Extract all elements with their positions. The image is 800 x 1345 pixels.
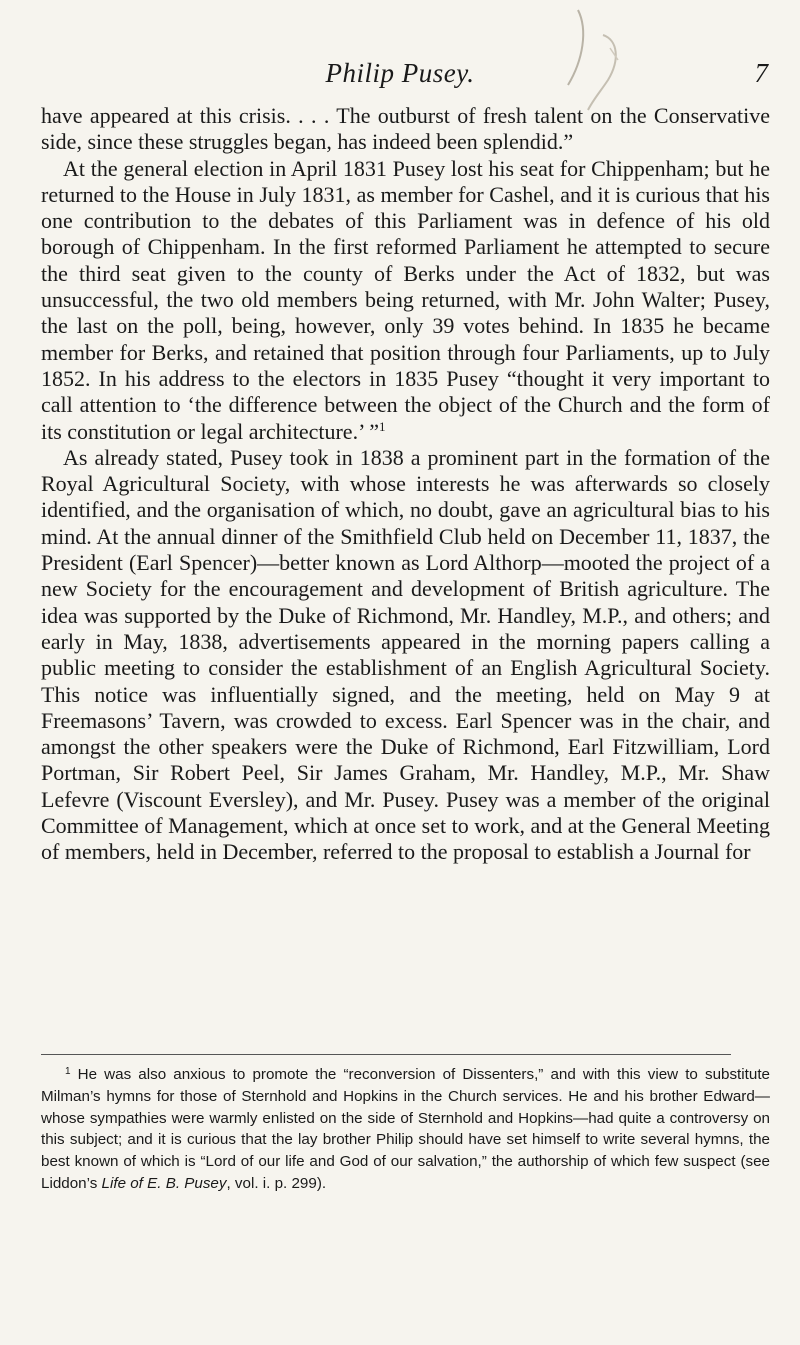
paragraph-election-text: At the general election in April 1831 Pusey lost his seat for Chippenham; but he returned to the House in July 1831, as member for Cashel, and it is curious that his one contribution to the debates of this Parliament was in defence of his old borough of Chippenham. In the first reformed Parliament he attempted to secure the third seat given to the county of Berks under the Act of 1832, but was unsuccessful, the two old members being returned, with Mr. John Walter; Pusey, the last on the poll, being, however, only 39 votes behind. In 1835 he became member for Berks, and retained that position through four Parliaments, up to July 1852. In his address to the electors in 1835 Pusey “thought it very important to call attention to ‘the difference between the object of the Church and the form of its constitution or legal architecture.’ ” xyxy=(41,155,770,444)
page-number: 7 xyxy=(754,58,768,88)
footnote-paragraph xyxy=(41,1064,770,1195)
paragraph-election xyxy=(41,156,770,445)
paragraph-continuation: have appeared at this crisis. . . . The outburst of fresh talent on the Conservative side, since these struggles began, has indeed been splendid.” xyxy=(41,103,770,155)
footnote-divider xyxy=(41,1054,731,1055)
footnote-text-b: , vol. i. p. 299). xyxy=(226,1174,327,1192)
footnote-book-title: Life of E. B. Pusey xyxy=(101,1174,227,1192)
running-head xyxy=(0,58,800,98)
paragraph-agricultural-society: As already stated, Pusey took in 1838 a prominent part in the formation of the Royal Agricultural Society, with whose interests he was afterwards so closely identified, and the organisation of which, no doubt, gave an agricultural bias to his mind. At the annual dinner of the Smithfield Club held on December 11, 1837, the President (Earl Spencer)—better known as Lord Althorp—mooted the project of a new Society for the encouragement and development of British agriculture. The idea was supported by the Duke of Richmond, Mr. Handley, M.P., and others; and early in May, 1838, advertisements appeared in the morning papers calling a public meeting to consider the establishment of an English Agricultural Society. This notice was influentially signed, and the meeting, held on May 9 at Freemasons’ Tavern, was crowded to excess. Earl Spencer was in the chair, and amongst the other speakers were the Duke of Richmond, Earl Fitzwilliam, Lord Portman, Sir Robert Peel, Sir James Graham, Mr. Handley, M.P., Mr. Shaw Lefevre (Viscount Eversley), and Mr. Pusey. Pusey was a member of the original Committee of Management, which at once set to work, and at the General Meeting of members, held in December, referred to the proposal to establish a Journal for xyxy=(41,444,770,865)
footnote-reference: 1 xyxy=(379,418,386,434)
footnote-mark: 1 xyxy=(65,1066,71,1077)
footnote xyxy=(41,1064,770,1195)
running-head-title: Philip Pusey. xyxy=(325,58,475,88)
footnote-text-a: He was also anxious to promote the “reconversion of Dissenters,” and with this view to substitute Milman’s hymns for those of Sternhold and Hopkins in the Church services. He and his brother Edward—whose sympathies were warmly enlisted on the side of Sternhold and Hopkins—had quite a controversy on this subject; and it is curious that the lay brother Philip should have set himself to write several hymns, the best known of which is “Lord of our life and God of our salvation,” the authorship of which few suspect (see Liddon’s xyxy=(41,1066,770,1192)
body-text xyxy=(41,103,770,866)
